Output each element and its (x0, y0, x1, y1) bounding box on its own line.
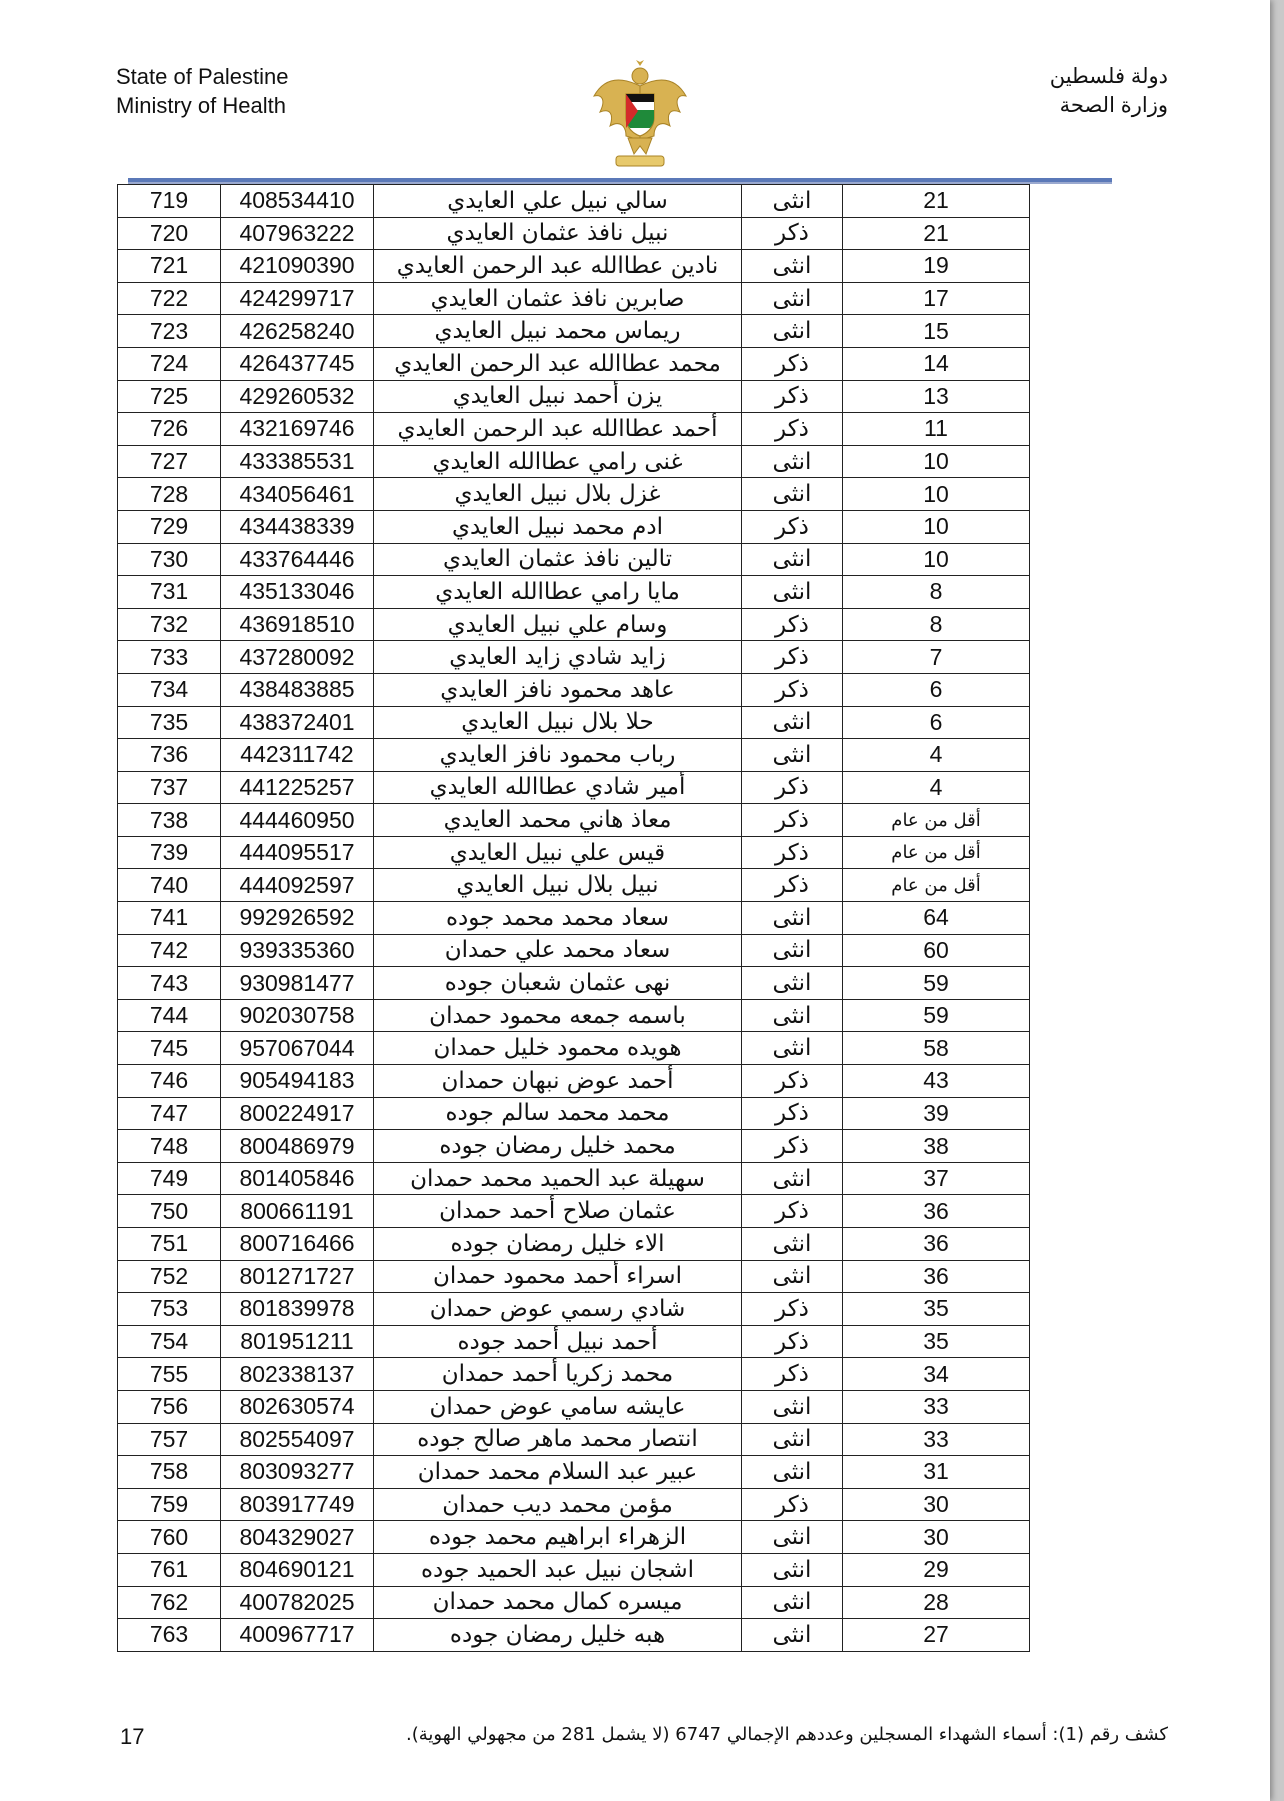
header-ministry: Ministry of Health (116, 93, 286, 118)
age-cell: 38 (843, 1130, 1030, 1163)
id-number-cell: 992926592 (221, 902, 374, 935)
age-cell: 7 (843, 641, 1030, 674)
id-number-cell: 432169746 (221, 413, 374, 446)
id-number-cell: 408534410 (221, 185, 374, 218)
serial-cell: 732 (118, 608, 221, 641)
table-row (118, 1162, 1030, 1195)
id-number-cell: 426437745 (221, 347, 374, 380)
gender-cell: انثى (742, 739, 843, 772)
gender-cell: ذكر (742, 1195, 843, 1228)
id-number-cell: 400782025 (221, 1586, 374, 1619)
gender-cell: انثى (742, 1586, 843, 1619)
age-cell: أقل من عام (843, 804, 1030, 837)
gender-cell: انثى (742, 282, 843, 315)
gender-cell: ذكر (742, 1065, 843, 1098)
id-number-cell: 801839978 (221, 1293, 374, 1326)
serial-cell: 740 (118, 869, 221, 902)
serial-cell: 749 (118, 1162, 221, 1195)
serial-cell: 721 (118, 250, 221, 283)
serial-cell: 744 (118, 999, 221, 1032)
name-cell: الاء خليل رمضان جوده (374, 1228, 742, 1261)
serial-cell: 745 (118, 1032, 221, 1065)
age-cell: 21 (843, 185, 1030, 218)
serial-cell: 762 (118, 1586, 221, 1619)
age-cell: 8 (843, 608, 1030, 641)
header-state: State of Palestine (116, 64, 289, 89)
serial-cell: 746 (118, 1065, 221, 1098)
table-row (118, 1065, 1030, 1098)
age-cell: 36 (843, 1260, 1030, 1293)
age-cell: 37 (843, 1162, 1030, 1195)
table-row (118, 673, 1030, 706)
gender-cell: انثى (742, 1162, 843, 1195)
name-cell: غزل بلال نبيل العايدي (374, 478, 742, 511)
table-row (118, 902, 1030, 935)
age-cell: 59 (843, 999, 1030, 1032)
table-row (118, 576, 1030, 609)
id-number-cell: 442311742 (221, 739, 374, 772)
age-cell: 30 (843, 1521, 1030, 1554)
age-cell: 64 (843, 902, 1030, 935)
age-cell: 35 (843, 1293, 1030, 1326)
age-cell: 15 (843, 315, 1030, 348)
table-row (118, 445, 1030, 478)
serial-cell: 756 (118, 1390, 221, 1423)
id-number-cell: 433764446 (221, 543, 374, 576)
name-cell: هبه خليل رمضان جوده (374, 1619, 742, 1652)
table-row (118, 510, 1030, 543)
id-number-cell: 436918510 (221, 608, 374, 641)
name-cell: مايا رامي عطاالله العايدي (374, 576, 742, 609)
gender-cell: انثى (742, 1619, 843, 1652)
serial-cell: 730 (118, 543, 221, 576)
id-number-cell: 905494183 (221, 1065, 374, 1098)
table-row (118, 185, 1030, 218)
gender-cell: انثى (742, 250, 843, 283)
age-cell: 4 (843, 771, 1030, 804)
table-row (118, 1325, 1030, 1358)
table-row (118, 869, 1030, 902)
name-cell: محمد زكريا أحمد حمدان (374, 1358, 742, 1391)
serial-cell: 722 (118, 282, 221, 315)
age-cell: 33 (843, 1390, 1030, 1423)
table-row (118, 967, 1030, 1000)
serial-cell: 752 (118, 1260, 221, 1293)
name-cell: شادي رسمي عوض حمدان (374, 1293, 742, 1326)
table-row (118, 1293, 1030, 1326)
id-number-cell: 421090390 (221, 250, 374, 283)
table-row (118, 380, 1030, 413)
table-row (118, 804, 1030, 837)
age-cell: 60 (843, 934, 1030, 967)
name-cell: أحمد نبيل أحمد جوده (374, 1325, 742, 1358)
name-cell: هويده محمود خليل حمدان (374, 1032, 742, 1065)
age-cell: 4 (843, 739, 1030, 772)
id-number-cell: 437280092 (221, 641, 374, 674)
gender-cell: انثى (742, 543, 843, 576)
serial-cell: 757 (118, 1423, 221, 1456)
header-state-arabic: دولة فلسطين (1049, 65, 1168, 88)
table-row (118, 1521, 1030, 1554)
id-number-cell: 400967717 (221, 1619, 374, 1652)
header-english (116, 62, 288, 120)
table-row (118, 739, 1030, 772)
serial-cell: 729 (118, 510, 221, 543)
table-row (118, 1456, 1030, 1489)
gender-cell: انثى (742, 967, 843, 1000)
gender-cell: ذكر (742, 1325, 843, 1358)
age-cell: 10 (843, 478, 1030, 511)
gender-cell: انثى (742, 185, 843, 218)
name-cell: زايد شادي زايد العايدي (374, 641, 742, 674)
age-cell: 58 (843, 1032, 1030, 1065)
serial-cell: 734 (118, 673, 221, 706)
serial-cell: 731 (118, 576, 221, 609)
age-cell: 34 (843, 1358, 1030, 1391)
table-row (118, 1553, 1030, 1586)
table-row (118, 1130, 1030, 1163)
age-cell: 10 (843, 510, 1030, 543)
gender-cell: ذكر (742, 804, 843, 837)
name-cell: قيس علي نبيل العايدي (374, 836, 742, 869)
serial-cell: 739 (118, 836, 221, 869)
age-cell: أقل من عام (843, 869, 1030, 902)
serial-cell: 720 (118, 217, 221, 250)
table-row (118, 999, 1030, 1032)
serial-cell: 748 (118, 1130, 221, 1163)
name-cell: صابرين نافذ عثمان العايدي (374, 282, 742, 315)
header-arabic (1050, 62, 1168, 120)
name-cell: عثمان صلاح أحمد حمدان (374, 1195, 742, 1228)
id-number-cell: 939335360 (221, 934, 374, 967)
gender-cell: ذكر (742, 1130, 843, 1163)
id-number-cell: 800661191 (221, 1195, 374, 1228)
table-row (118, 478, 1030, 511)
name-cell: سعاد محمد محمد جوده (374, 902, 742, 935)
gender-cell: ذكر (742, 771, 843, 804)
age-cell: 13 (843, 380, 1030, 413)
id-number-cell: 441225257 (221, 771, 374, 804)
table-row (118, 217, 1030, 250)
serial-cell: 750 (118, 1195, 221, 1228)
serial-cell: 742 (118, 934, 221, 967)
table-row (118, 1619, 1030, 1652)
footer-note: كشف رقم (1): أسماء الشهداء المسجلين وعددهم الإجمالي 6747 (لا يشمل 281 من مجهولي الهوية). (406, 1724, 1168, 1745)
table-row (118, 315, 1030, 348)
table-row (118, 1032, 1030, 1065)
serial-cell: 755 (118, 1358, 221, 1391)
gender-cell: ذكر (742, 608, 843, 641)
gender-cell: ذكر (742, 836, 843, 869)
serial-cell: 761 (118, 1553, 221, 1586)
table-row (118, 706, 1030, 739)
age-cell: 39 (843, 1097, 1030, 1130)
table-row (118, 1097, 1030, 1130)
name-cell: أحمد عطاالله عبد الرحمن العايدي (374, 413, 742, 446)
age-cell: 29 (843, 1553, 1030, 1586)
gender-cell: انثى (742, 1456, 843, 1489)
name-cell: اسراء أحمد محمود حمدان (374, 1260, 742, 1293)
table-row (118, 934, 1030, 967)
name-cell: سهيلة عبد الحميد محمد حمدان (374, 1162, 742, 1195)
id-number-cell: 438483885 (221, 673, 374, 706)
name-cell: معاذ هاني محمد العايدي (374, 804, 742, 837)
serial-cell: 760 (118, 1521, 221, 1554)
serial-cell: 727 (118, 445, 221, 478)
name-cell: الزهراء ابراهيم محمد جوده (374, 1521, 742, 1554)
serial-cell: 728 (118, 478, 221, 511)
table-row (118, 1390, 1030, 1423)
name-cell: أمير شادي عطاالله العايدي (374, 771, 742, 804)
serial-cell: 733 (118, 641, 221, 674)
gender-cell: انثى (742, 1032, 843, 1065)
id-number-cell: 801951211 (221, 1325, 374, 1358)
name-cell: اشجان نبيل عبد الحميد جوده (374, 1553, 742, 1586)
serial-cell: 735 (118, 706, 221, 739)
gender-cell: ذكر (742, 869, 843, 902)
age-cell: 11 (843, 413, 1030, 446)
gender-cell: ذكر (742, 413, 843, 446)
id-number-cell: 803917749 (221, 1488, 374, 1521)
serial-cell: 754 (118, 1325, 221, 1358)
name-cell: حلا بلال نبيل العايدي (374, 706, 742, 739)
name-cell: ريماس محمد نبيل العايدي (374, 315, 742, 348)
name-cell: محمد عطاالله عبد الرحمن العايدي (374, 347, 742, 380)
age-cell: 19 (843, 250, 1030, 283)
id-number-cell: 444092597 (221, 869, 374, 902)
gender-cell: انثى (742, 934, 843, 967)
name-cell: رباب محمود نافز العايدي (374, 739, 742, 772)
serial-cell: 726 (118, 413, 221, 446)
name-cell: نبيل بلال نبيل العايدي (374, 869, 742, 902)
age-cell: 33 (843, 1423, 1030, 1456)
gender-cell: ذكر (742, 1488, 843, 1521)
table-row (118, 282, 1030, 315)
name-cell: ادم محمد نبيل العايدي (374, 510, 742, 543)
gender-cell: ذكر (742, 347, 843, 380)
age-cell: 6 (843, 673, 1030, 706)
age-cell: 30 (843, 1488, 1030, 1521)
serial-cell: 725 (118, 380, 221, 413)
name-cell: عبير عبد السلام محمد حمدان (374, 1456, 742, 1489)
table-row (118, 771, 1030, 804)
age-cell: 43 (843, 1065, 1030, 1098)
id-number-cell: 800486979 (221, 1130, 374, 1163)
name-cell: عاهد محمود نافز العايدي (374, 673, 742, 706)
gender-cell: ذكر (742, 1358, 843, 1391)
serial-cell: 736 (118, 739, 221, 772)
serial-cell: 719 (118, 185, 221, 218)
id-number-cell: 444460950 (221, 804, 374, 837)
name-cell: انتصار محمد ماهر صالح جوده (374, 1423, 742, 1456)
gender-cell: انثى (742, 478, 843, 511)
id-number-cell: 438372401 (221, 706, 374, 739)
gender-cell: انثى (742, 1521, 843, 1554)
age-cell: 17 (843, 282, 1030, 315)
name-cell: ميسره كمال محمد حمدان (374, 1586, 742, 1619)
gender-cell: انثى (742, 1390, 843, 1423)
gender-cell: انثى (742, 902, 843, 935)
table-row (118, 1586, 1030, 1619)
name-cell: تالين نافذ عثمان العايدي (374, 543, 742, 576)
table-row (118, 250, 1030, 283)
palestine-eagle-emblem-icon (590, 56, 690, 174)
id-number-cell: 802554097 (221, 1423, 374, 1456)
age-cell: 59 (843, 967, 1030, 1000)
gender-cell: ذكر (742, 217, 843, 250)
gender-cell: ذكر (742, 641, 843, 674)
age-cell: 8 (843, 576, 1030, 609)
age-cell: 6 (843, 706, 1030, 739)
age-cell: 14 (843, 347, 1030, 380)
name-cell: سالي نبيل علي العايدي (374, 185, 742, 218)
gender-cell: انثى (742, 1553, 843, 1586)
gender-cell: انثى (742, 576, 843, 609)
gender-cell: انثى (742, 706, 843, 739)
id-number-cell: 407963222 (221, 217, 374, 250)
table-row (118, 1195, 1030, 1228)
serial-cell: 758 (118, 1456, 221, 1489)
id-number-cell: 930981477 (221, 967, 374, 1000)
age-cell: 10 (843, 445, 1030, 478)
serial-cell: 763 (118, 1619, 221, 1652)
name-cell: مؤمن محمد ديب حمدان (374, 1488, 742, 1521)
name-cell: سعاد محمد علي حمدان (374, 934, 742, 967)
serial-cell: 738 (118, 804, 221, 837)
name-cell: نهى عثمان شعبان جوده (374, 967, 742, 1000)
id-number-cell: 804690121 (221, 1553, 374, 1586)
age-cell: 36 (843, 1195, 1030, 1228)
id-number-cell: 902030758 (221, 999, 374, 1032)
age-cell: 21 (843, 217, 1030, 250)
table-row (118, 543, 1030, 576)
name-cell: باسمه جمعه محمود حمدان (374, 999, 742, 1032)
serial-cell: 723 (118, 315, 221, 348)
id-number-cell: 424299717 (221, 282, 374, 315)
id-number-cell: 802338137 (221, 1358, 374, 1391)
age-cell: 31 (843, 1456, 1030, 1489)
id-number-cell: 800716466 (221, 1228, 374, 1261)
name-cell: عايشه سامي عوض حمدان (374, 1390, 742, 1423)
name-cell: محمد خليل رمضان جوده (374, 1130, 742, 1163)
name-cell: أحمد عوض نبهان حمدان (374, 1065, 742, 1098)
table-row (118, 1488, 1030, 1521)
id-number-cell: 804329027 (221, 1521, 374, 1554)
age-cell: 28 (843, 1586, 1030, 1619)
gender-cell: انثى (742, 999, 843, 1032)
table-row (118, 1228, 1030, 1261)
gender-cell: ذكر (742, 673, 843, 706)
gender-cell: انثى (742, 315, 843, 348)
id-number-cell: 444095517 (221, 836, 374, 869)
table-row (118, 1260, 1030, 1293)
name-cell: وسام علي نبيل العايدي (374, 608, 742, 641)
gender-cell: ذكر (742, 380, 843, 413)
id-number-cell: 801405846 (221, 1162, 374, 1195)
id-number-cell: 800224917 (221, 1097, 374, 1130)
id-number-cell: 426258240 (221, 315, 374, 348)
martyrs-table (117, 184, 1030, 1652)
serial-cell: 753 (118, 1293, 221, 1326)
gender-cell: انثى (742, 1228, 843, 1261)
gender-cell: انثى (742, 1260, 843, 1293)
name-cell: غنى رامي عطاالله العايدي (374, 445, 742, 478)
name-cell: يزن أحمد نبيل العايدي (374, 380, 742, 413)
table-row (118, 836, 1030, 869)
table-row (118, 1423, 1030, 1456)
table-row (118, 413, 1030, 446)
serial-cell: 741 (118, 902, 221, 935)
table-row (118, 1358, 1030, 1391)
name-cell: نبيل نافذ عثمان العايدي (374, 217, 742, 250)
serial-cell: 751 (118, 1228, 221, 1261)
age-cell: أقل من عام (843, 836, 1030, 869)
id-number-cell: 801271727 (221, 1260, 374, 1293)
age-cell: 36 (843, 1228, 1030, 1261)
age-cell: 27 (843, 1619, 1030, 1652)
id-number-cell: 429260532 (221, 380, 374, 413)
serial-cell: 737 (118, 771, 221, 804)
age-cell: 10 (843, 543, 1030, 576)
gender-cell: ذكر (742, 1293, 843, 1326)
table-row (118, 347, 1030, 380)
page-number: 17 (120, 1724, 145, 1749)
header-ministry-arabic: وزارة الصحة (1059, 94, 1168, 117)
serial-cell: 724 (118, 347, 221, 380)
martyrs-table-body (118, 185, 1030, 1652)
table-row (118, 608, 1030, 641)
serial-cell: 747 (118, 1097, 221, 1130)
age-cell: 35 (843, 1325, 1030, 1358)
id-number-cell: 435133046 (221, 576, 374, 609)
id-number-cell: 957067044 (221, 1032, 374, 1065)
gender-cell: انثى (742, 445, 843, 478)
table-row (118, 641, 1030, 674)
gender-cell: ذكر (742, 1097, 843, 1130)
id-number-cell: 434438339 (221, 510, 374, 543)
id-number-cell: 434056461 (221, 478, 374, 511)
id-number-cell: 433385531 (221, 445, 374, 478)
name-cell: محمد محمد سالم جوده (374, 1097, 742, 1130)
serial-cell: 743 (118, 967, 221, 1000)
name-cell: نادين عطاالله عبد الرحمن العايدي (374, 250, 742, 283)
id-number-cell: 802630574 (221, 1390, 374, 1423)
gender-cell: انثى (742, 1423, 843, 1456)
serial-cell: 759 (118, 1488, 221, 1521)
id-number-cell: 803093277 (221, 1456, 374, 1489)
gender-cell: ذكر (742, 510, 843, 543)
